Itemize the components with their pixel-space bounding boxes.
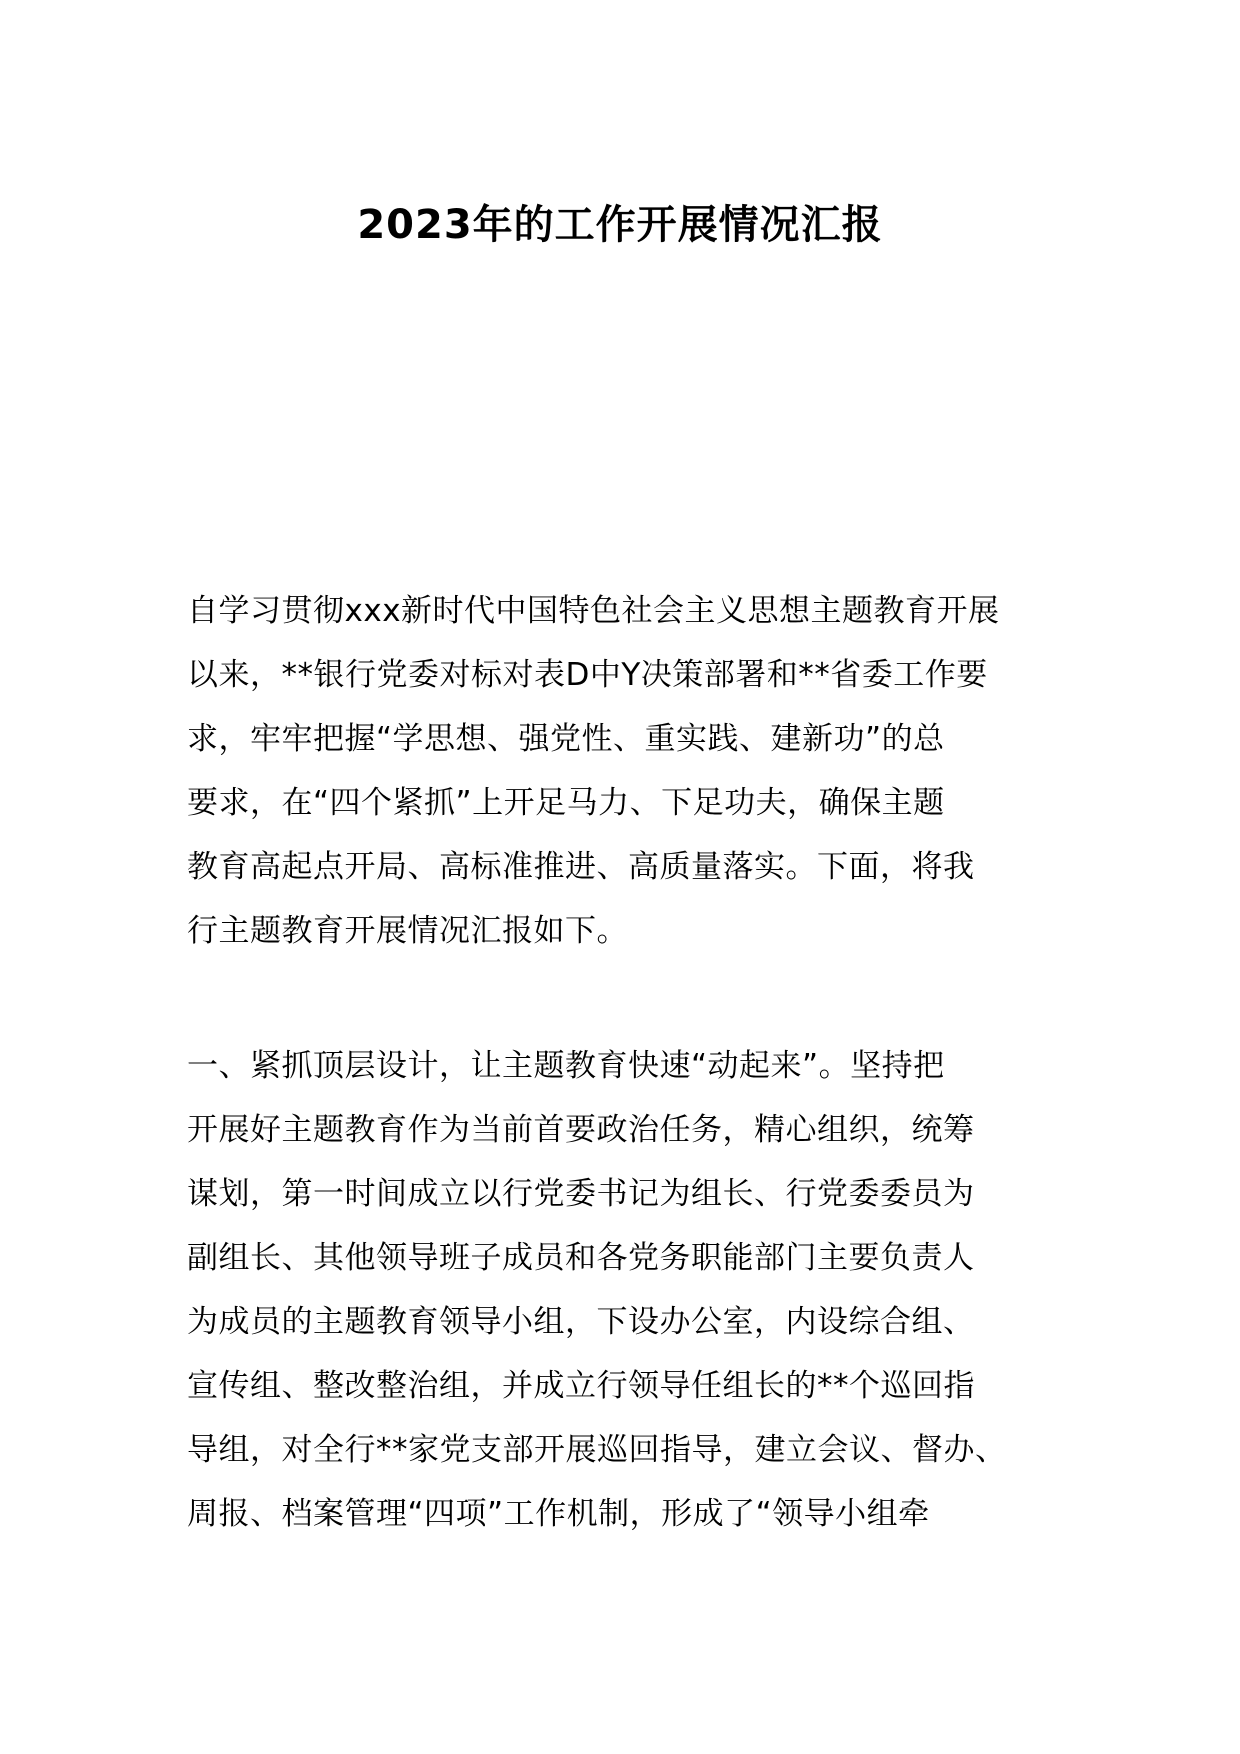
paragraph-intro <box>187 579 1067 963</box>
text-line: 以来，**银行党委对标对表D中Y决策部署和**省委工作要 <box>187 657 988 693</box>
text-line: 周报、档案管理“四项”工作机制，形成了“领导小组牵 <box>187 1496 930 1532</box>
text-line: 副组长、其他领导班子成员和各党务职能部门主要负责人 <box>187 1240 975 1276</box>
paragraph-section-one <box>187 1034 1067 1546</box>
text-line: 行主题教育开展情况汇报如下。 <box>187 913 628 949</box>
text-line: 一、紧抓顶层设计，让主题教育快速“动起来”。坚持把 <box>187 1048 945 1084</box>
document-title: 2023年的工作开展情况汇报 <box>357 202 883 248</box>
text-line: 为成员的主题教育领导小组，下设办公室，内设综合组、 <box>187 1304 975 1340</box>
text-line: 导组，对全行**家党支部开展巡回指导，建立会议、督办、 <box>187 1432 1007 1468</box>
text-line: 求，牢牢把握“学思想、强党性、重实践、建新功”的总 <box>187 721 945 757</box>
text-line: 要求，在“四个紧抓”上开足马力、下足功夫，确保主题 <box>187 785 945 821</box>
text-line: 谋划，第一时间成立以行党委书记为组长、行党委委员为 <box>187 1176 975 1212</box>
text-line: 教育高起点开局、高标准推进、高质量落实。下面，将我 <box>187 849 975 885</box>
text-line: 宣传组、整改整治组，并成立行领导任组长的**个巡回指 <box>187 1368 975 1404</box>
text-line: 开展好主题教育作为当前首要政治任务，精心组织，统筹 <box>187 1112 975 1148</box>
text-line: 自学习贯彻xxx新时代中国特色社会主义思想主题教育开展 <box>187 593 1000 629</box>
